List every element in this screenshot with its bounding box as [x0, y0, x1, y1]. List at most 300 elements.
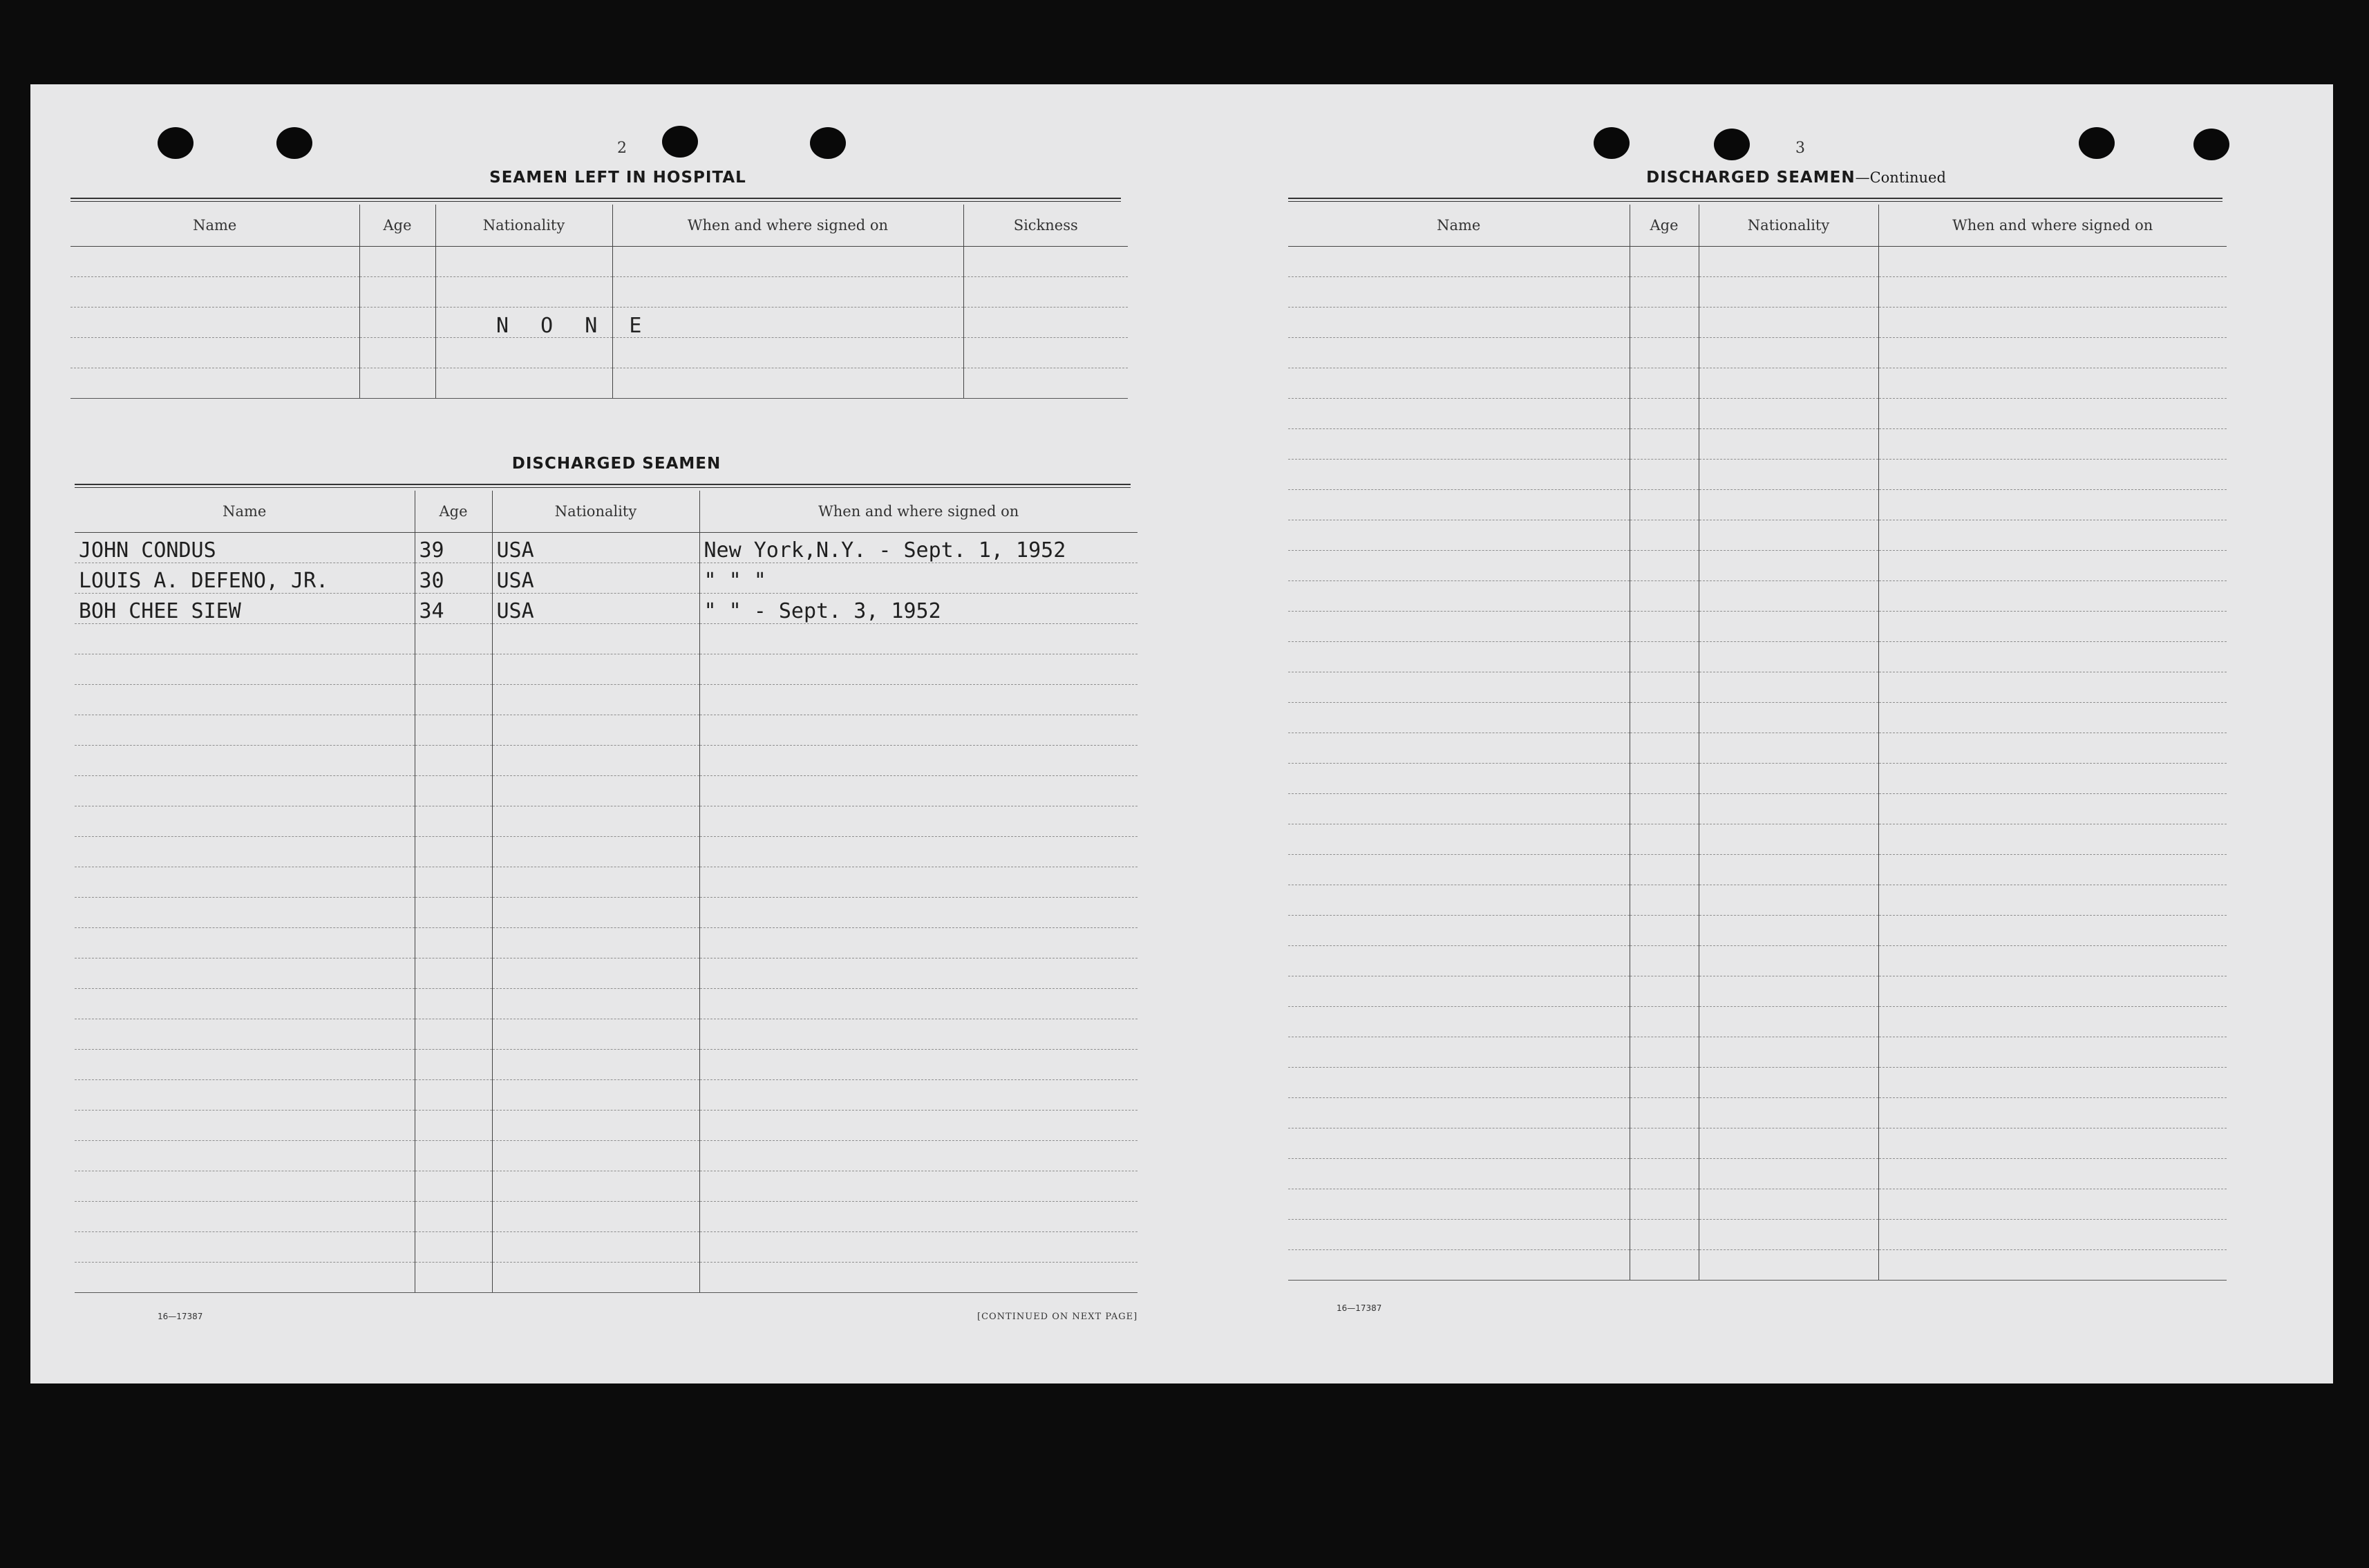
hospital-cell — [963, 276, 1128, 307]
discharged-cell-age — [415, 867, 492, 897]
hospital-title-rule — [70, 198, 1121, 199]
continued-row — [1288, 1189, 2227, 1219]
continued-cell — [1288, 641, 1630, 672]
continued-cell — [1630, 611, 1699, 641]
discharged-cell-signed-on — [699, 1140, 1138, 1171]
continued-cell — [1288, 459, 1630, 489]
continued-cell — [1699, 246, 1878, 276]
discharged-cell-name — [75, 1049, 415, 1079]
discharged-row — [75, 1079, 1138, 1110]
discharged-cell-age — [415, 684, 492, 715]
continued-cell — [1699, 550, 1878, 580]
form-number: 16—17387 — [1337, 1303, 1382, 1313]
continued-row — [1288, 368, 2227, 398]
continued-cell — [1288, 368, 1630, 398]
continued-note: [CONTINUED ON NEXT PAGE] — [977, 1312, 1138, 1322]
discharged-cell-age — [415, 1140, 492, 1171]
discharged-row — [75, 958, 1138, 988]
continued-cell — [1630, 945, 1699, 976]
continued-cell — [1699, 428, 1878, 459]
discharged-cell-name — [75, 836, 415, 867]
continued-cell — [1878, 945, 2227, 976]
continued-cell — [1699, 945, 1878, 976]
hospital-cell — [963, 368, 1128, 398]
continued-cell — [1878, 1128, 2227, 1158]
continued-row — [1288, 580, 2227, 611]
continued-cell — [1630, 1037, 1699, 1067]
discharged-row — [75, 775, 1138, 806]
hospital-cell — [612, 337, 963, 368]
hospital-cell — [435, 276, 612, 307]
discharged-cell-age — [415, 958, 492, 988]
discharged-cell-signed-on — [699, 1262, 1138, 1292]
discharged-cell-signed-on — [699, 745, 1138, 775]
continued-cell — [1630, 550, 1699, 580]
continued-cell — [1699, 976, 1878, 1006]
discharged-cell-signed-on — [699, 623, 1138, 654]
discharged-cell-signed-on — [699, 897, 1138, 927]
continued-row — [1288, 793, 2227, 824]
discharged-cell-signed-on — [699, 927, 1138, 958]
discharged-row — [75, 745, 1138, 775]
discharged-cell-name — [75, 775, 415, 806]
hospital-cell — [612, 368, 963, 398]
continued-row — [1288, 520, 2227, 550]
continued-row — [1288, 641, 2227, 672]
discharged-row — [75, 836, 1138, 867]
discharged-cell-nationality — [492, 1110, 699, 1140]
right-title-rule — [1288, 198, 2222, 199]
discharged-row — [75, 684, 1138, 715]
discharged-cell-name — [75, 1019, 415, 1049]
continued-row — [1288, 945, 2227, 976]
continued-cell — [1630, 976, 1699, 1006]
hospital-cell — [70, 368, 359, 398]
continued-cell — [1878, 489, 2227, 520]
continued-cell — [1699, 1037, 1878, 1067]
continued-row — [1288, 246, 2227, 276]
continued-cell — [1699, 672, 1878, 702]
discharged-cell-age — [415, 745, 492, 775]
continued-row — [1288, 1097, 2227, 1128]
discharged-cell-nationality — [492, 745, 699, 775]
discharged-cell-name — [75, 867, 415, 897]
hospital-cell — [612, 246, 963, 276]
continued-row — [1288, 1128, 2227, 1158]
continued-cell — [1699, 307, 1878, 337]
continued-cell — [1878, 824, 2227, 854]
discharged-cell-name — [75, 988, 415, 1019]
continued-cell — [1630, 885, 1699, 915]
continued-cell — [1288, 1219, 1630, 1249]
discharged-cell-name — [75, 958, 415, 988]
continued-cell — [1288, 672, 1630, 702]
hospital-cell — [359, 246, 435, 276]
discharged-cell-nationality: USA — [492, 532, 699, 563]
continued-cell — [1699, 854, 1878, 885]
discharged-cell-age: 34 — [415, 593, 492, 623]
continued-cell — [1288, 1189, 1630, 1219]
continued-row — [1288, 1158, 2227, 1189]
continued-cell — [1699, 763, 1878, 793]
discharged-row — [75, 1019, 1138, 1049]
continued-cell — [1878, 520, 2227, 550]
discharged-cell-signed-on — [699, 684, 1138, 715]
discharged-cell-signed-on — [699, 988, 1138, 1019]
continued-cell — [1288, 580, 1630, 611]
discharged-cell-nationality — [492, 684, 699, 715]
continued-cell — [1630, 520, 1699, 550]
continued-cell — [1699, 489, 1878, 520]
continued-row — [1288, 398, 2227, 428]
continued-cell — [1630, 702, 1699, 733]
hospital-col-signed-on: When and where signed on — [612, 205, 963, 246]
hospital-cell — [963, 337, 1128, 368]
discharged-cell-nationality — [492, 806, 699, 836]
discharged-cell-nationality — [492, 1140, 699, 1171]
continued-cell — [1288, 611, 1630, 641]
continued-cell — [1630, 1189, 1699, 1219]
discharged-cell-name — [75, 715, 415, 745]
continued-cell — [1878, 1006, 2227, 1037]
continued-cell — [1878, 672, 2227, 702]
discharged-cell-signed-on — [699, 1171, 1138, 1201]
continued-cell — [1699, 824, 1878, 854]
continued-cell — [1699, 368, 1878, 398]
continued-cell — [1630, 1067, 1699, 1097]
discharged-cell-signed-on — [699, 654, 1138, 684]
discharged-cell-signed-on — [699, 1079, 1138, 1110]
page-number: 3 — [1795, 140, 1805, 157]
continued-cell — [1699, 276, 1878, 307]
continued-cell — [1699, 337, 1878, 368]
discharged-cell-age: 30 — [415, 563, 492, 593]
continued-cell — [1630, 398, 1699, 428]
discharged-cell-nationality — [492, 715, 699, 745]
discharged-cell-name — [75, 927, 415, 958]
discharged-row — [75, 563, 1138, 593]
continued-cell — [1288, 1037, 1630, 1067]
continued-row — [1288, 733, 2227, 763]
continued-cell — [1288, 307, 1630, 337]
continued-cell — [1288, 945, 1630, 976]
continued-cell — [1699, 1249, 1878, 1280]
hospital-cell — [963, 307, 1128, 337]
continued-cell — [1878, 733, 2227, 763]
hospital-section-title: SEAMEN LEFT IN HOSPITAL — [489, 169, 746, 187]
continued-cell — [1878, 276, 2227, 307]
continued-cell — [1878, 1037, 2227, 1067]
continued-cell — [1288, 854, 1630, 885]
continued-cell — [1699, 1006, 1878, 1037]
discharged-cell-name — [75, 1231, 415, 1262]
continued-cell — [1699, 915, 1878, 945]
discharged-cell-name — [75, 1262, 415, 1292]
continued-row — [1288, 307, 2227, 337]
hospital-cell — [70, 276, 359, 307]
continued-cell — [1699, 702, 1878, 733]
hospital-cell — [359, 276, 435, 307]
discharged-row — [75, 988, 1138, 1019]
discharged-cell-age — [415, 836, 492, 867]
discharged-cell-nationality — [492, 927, 699, 958]
continued-cell — [1288, 1158, 1630, 1189]
hospital-none-note: N O N E — [496, 314, 652, 338]
continued-cell — [1288, 337, 1630, 368]
discharged-cell-signed-on — [699, 1201, 1138, 1231]
continued-cell — [1699, 398, 1878, 428]
continued-row — [1288, 337, 2227, 368]
discharged-row — [75, 927, 1138, 958]
discharged-cell-name — [75, 684, 415, 715]
continued-cell — [1288, 976, 1630, 1006]
discharged-cell-age — [415, 1019, 492, 1049]
discharged-cell-signed-on: New York,N.Y. - Sept. 1, 1952 — [699, 532, 1138, 563]
continued-row — [1288, 1037, 2227, 1067]
continued-cell — [1699, 611, 1878, 641]
discharged-table — [75, 491, 1138, 1293]
continued-cell — [1630, 733, 1699, 763]
hospital-cell — [70, 307, 359, 337]
discharged-cell-nationality: USA — [492, 563, 699, 593]
left-page — [79, 84, 1189, 1383]
continued-cell — [1630, 793, 1699, 824]
continued-row — [1288, 824, 2227, 854]
discharged-row — [75, 897, 1138, 927]
discharged-col-nationality: Nationality — [492, 491, 699, 532]
discharged-col-name: Name — [75, 491, 415, 532]
discharged-cell-nationality — [492, 623, 699, 654]
hospital-cell — [612, 276, 963, 307]
continued-cell — [1878, 885, 2227, 915]
discharged-cell-name: JOHN CONDUS — [75, 532, 415, 563]
hospital-cell — [963, 246, 1128, 276]
continued-cell — [1288, 885, 1630, 915]
hospital-cell — [435, 368, 612, 398]
right-col-signed-on: When and where signed on — [1878, 205, 2227, 246]
discharged-cell-signed-on — [699, 1019, 1138, 1049]
continued-cell — [1878, 915, 2227, 945]
page-number: 2 — [617, 140, 627, 157]
continued-cell — [1630, 276, 1699, 307]
continued-cell — [1288, 1128, 1630, 1158]
discharged-cell-name — [75, 745, 415, 775]
discharged-cell-signed-on — [699, 958, 1138, 988]
discharged-cell-signed-on — [699, 867, 1138, 897]
discharged-row — [75, 1201, 1138, 1231]
discharged-continued-table — [1288, 205, 2227, 1281]
continued-row — [1288, 885, 2227, 915]
discharged-cell-nationality — [492, 897, 699, 927]
continued-cell — [1630, 1006, 1699, 1037]
continued-cell — [1630, 915, 1699, 945]
discharged-cell-nationality: USA — [492, 593, 699, 623]
continued-cell — [1288, 428, 1630, 459]
discharged-col-age: Age — [415, 491, 492, 532]
discharged-cell-age — [415, 927, 492, 958]
continued-cell — [1878, 246, 2227, 276]
continued-cell — [1878, 611, 2227, 641]
continued-cell — [1288, 398, 1630, 428]
continued-cell — [1630, 580, 1699, 611]
discharged-cell-signed-on — [699, 806, 1138, 836]
discharged-cell-nationality — [492, 1201, 699, 1231]
discharged-row — [75, 623, 1138, 654]
hospital-col-sickness: Sickness — [963, 205, 1128, 246]
discharged-cell-age — [415, 1171, 492, 1201]
discharged-cell-nationality — [492, 836, 699, 867]
continued-cell — [1288, 1006, 1630, 1037]
discharged-row — [75, 654, 1138, 684]
discharged-row — [75, 532, 1138, 563]
discharged-row — [75, 1140, 1138, 1171]
discharged-row — [75, 1049, 1138, 1079]
continued-cell — [1878, 854, 2227, 885]
continued-cell — [1630, 1128, 1699, 1158]
discharged-cell-nationality — [492, 1262, 699, 1292]
continued-cell — [1288, 1249, 1630, 1280]
continued-row — [1288, 459, 2227, 489]
continued-cell — [1288, 915, 1630, 945]
continued-row — [1288, 489, 2227, 520]
discharged-cell-name — [75, 806, 415, 836]
discharged-cell-nationality — [492, 1019, 699, 1049]
continued-cell — [1699, 1067, 1878, 1097]
right-col-age: Age — [1630, 205, 1699, 246]
continued-cell — [1630, 854, 1699, 885]
continued-cell — [1288, 1067, 1630, 1097]
discharged-cell-nationality — [492, 867, 699, 897]
hospital-col-name: Name — [70, 205, 359, 246]
continued-row — [1288, 672, 2227, 702]
continued-row — [1288, 1249, 2227, 1280]
continued-cell — [1878, 976, 2227, 1006]
continued-cell — [1288, 763, 1630, 793]
discharged-row — [75, 867, 1138, 897]
hospital-cell — [70, 337, 359, 368]
continued-row — [1288, 1219, 2227, 1249]
discharged-cell-age — [415, 775, 492, 806]
discharged-cell-nationality — [492, 988, 699, 1019]
discharged-row — [75, 1110, 1138, 1140]
discharged-cell-age — [415, 1110, 492, 1140]
continued-cell — [1630, 1249, 1699, 1280]
continued-cell — [1878, 428, 2227, 459]
continued-cell — [1878, 1249, 2227, 1280]
discharged-row — [75, 806, 1138, 836]
continued-cell — [1288, 793, 1630, 824]
continued-cell — [1878, 459, 2227, 489]
discharged-cell-age — [415, 654, 492, 684]
hospital-cell — [612, 307, 963, 337]
discharged-cell-age — [415, 1262, 492, 1292]
continued-cell — [1699, 733, 1878, 763]
continued-cell — [1288, 276, 1630, 307]
discharged-cell-nationality — [492, 958, 699, 988]
discharged-continued-title-text: DISCHARGED SEAMEN — [1646, 169, 1856, 187]
discharged-cell-age — [415, 1231, 492, 1262]
discharged-continued-title — [1302, 169, 2290, 187]
discharged-cell-nationality — [492, 775, 699, 806]
continued-cell — [1630, 368, 1699, 398]
discharged-cell-signed-on — [699, 1231, 1138, 1262]
hospital-table — [70, 205, 1128, 399]
continued-cell — [1878, 368, 2227, 398]
discharged-cell-nationality — [492, 1079, 699, 1110]
continued-cell — [1288, 246, 1630, 276]
continued-cell — [1630, 1097, 1699, 1128]
discharged-cell-age — [415, 1079, 492, 1110]
discharged-cell-signed-on — [699, 1049, 1138, 1079]
discharged-title-rule — [75, 484, 1131, 485]
discharged-cell-name — [75, 654, 415, 684]
discharged-row — [75, 593, 1138, 623]
hospital-cell — [70, 246, 359, 276]
continued-cell — [1878, 580, 2227, 611]
continued-cell — [1699, 1219, 1878, 1249]
discharged-cell-age — [415, 1049, 492, 1079]
discharged-cell-signed-on — [699, 775, 1138, 806]
continued-cell — [1878, 1097, 2227, 1128]
discharged-cell-nationality — [492, 1231, 699, 1262]
continued-row — [1288, 550, 2227, 580]
discharged-cell-signed-on — [699, 836, 1138, 867]
discharged-cell-age — [415, 988, 492, 1019]
right-page — [1323, 84, 2311, 1383]
right-col-nationality: Nationality — [1699, 205, 1878, 246]
discharged-cell-name — [75, 1171, 415, 1201]
discharged-cell-age — [415, 1201, 492, 1231]
continued-suffix: —Continued — [1855, 169, 1946, 186]
discharged-cell-age — [415, 623, 492, 654]
continued-cell — [1630, 246, 1699, 276]
continued-cell — [1699, 1128, 1878, 1158]
discharged-cell-signed-on — [699, 1110, 1138, 1140]
discharged-row — [75, 715, 1138, 745]
continued-cell — [1699, 793, 1878, 824]
discharged-cell-signed-on — [699, 715, 1138, 745]
continued-cell — [1288, 520, 1630, 550]
continued-cell — [1699, 641, 1878, 672]
continued-cell — [1878, 1219, 2227, 1249]
discharged-cell-name: LOUIS A. DEFENO, JR. — [75, 563, 415, 593]
continued-cell — [1878, 307, 2227, 337]
continued-row — [1288, 428, 2227, 459]
continued-cell — [1630, 1158, 1699, 1189]
discharged-section-title: DISCHARGED SEAMEN — [511, 455, 721, 473]
continued-cell — [1878, 1189, 2227, 1219]
continued-row — [1288, 1067, 2227, 1097]
discharged-cell-nationality — [492, 1171, 699, 1201]
continued-cell — [1878, 702, 2227, 733]
discharged-cell-age — [415, 806, 492, 836]
continued-cell — [1699, 1097, 1878, 1128]
form-number: 16—17387 — [158, 1312, 203, 1321]
discharged-cell-age — [415, 897, 492, 927]
hospital-cell — [435, 337, 612, 368]
hospital-cell — [435, 246, 612, 276]
discharged-row — [75, 1171, 1138, 1201]
continued-cell — [1288, 702, 1630, 733]
discharged-cell-signed-on: " " " — [699, 563, 1138, 593]
continued-cell — [1878, 398, 2227, 428]
continued-cell — [1630, 672, 1699, 702]
hospital-cell — [359, 337, 435, 368]
continued-cell — [1630, 459, 1699, 489]
hospital-cell — [359, 368, 435, 398]
continued-row — [1288, 702, 2227, 733]
discharged-cell-nationality — [492, 1049, 699, 1079]
